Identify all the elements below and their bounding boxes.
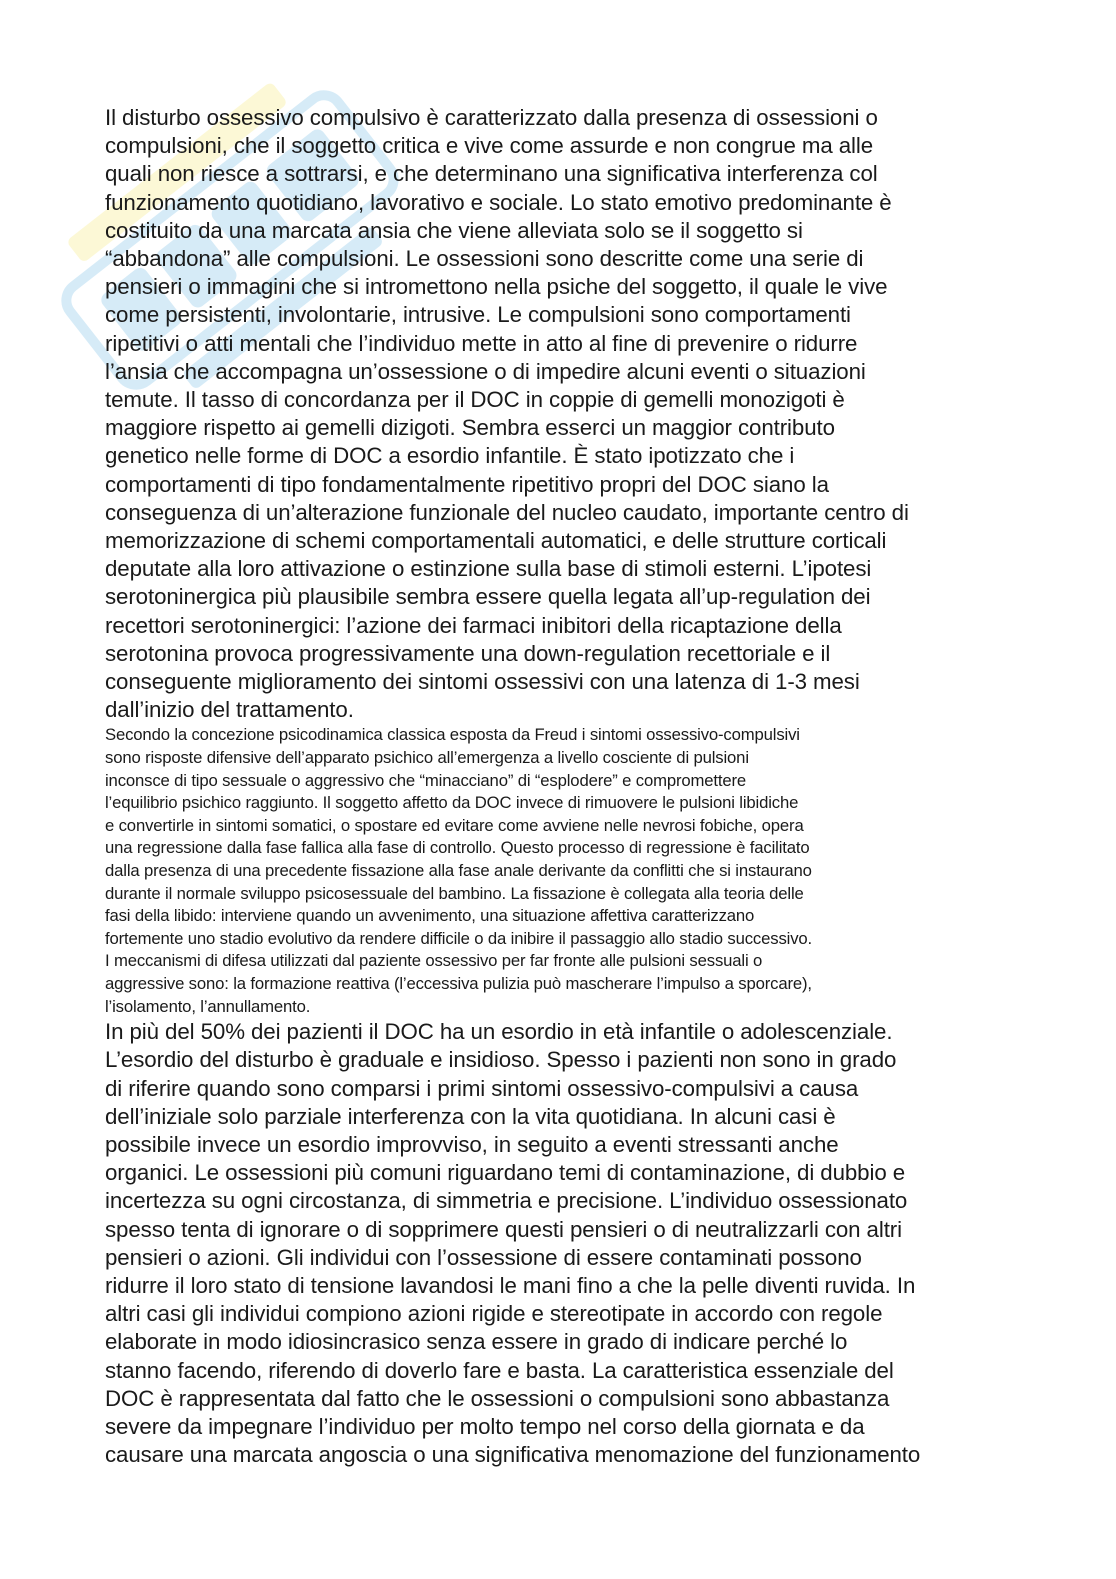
text-line: maggiore rispetto ai gemelli dizigoti. Sembra esserci un maggior contributo xyxy=(105,415,835,441)
text-line: temute. Il tasso di concordanza per il DOC in coppie di gemelli monozigoti è xyxy=(105,387,845,413)
text-line: ridurre il loro stato di tensione lavandosi le mani fino a che la pelle diventi ruvida. In xyxy=(105,1273,916,1299)
text-line: organici. Le ossessioni più comuni riguardano temi di contaminazione, di dubbio e xyxy=(105,1160,906,1186)
document-page xyxy=(105,104,1025,1469)
text-line: spesso tenta di ignorare o di sopprimere questi pensieri o di neutralizzarli con altri xyxy=(105,1216,902,1242)
text-line: funzionamento quotidiano, lavorativo e sociale. Lo stato emotivo predominante è xyxy=(105,189,892,215)
text-line: serotonina provoca progressivamente una down-regulation recettoriale e il xyxy=(105,640,831,666)
text-line: comportamenti di tipo fondamentalmente ripetitivo propri del DOC siano la xyxy=(105,471,829,497)
text-line: una regressione dalla fase fallica alla fase di controllo. Questo processo di regressione è facilitato xyxy=(105,838,810,858)
text-line: causare una marcata angoscia o una significativa menomazione del funzionamento xyxy=(105,1442,921,1468)
text-line: I meccanismi di difesa utilizzati dal paziente ossessivo per far fronte alle pulsioni sessuali o xyxy=(105,951,763,971)
text-line: quali non riesce a sottrarsi, e che determinano una significativa interferenza col xyxy=(105,161,878,187)
text-line: costituito da una marcata ansia che viene alleviata solo se il soggetto si xyxy=(105,217,803,243)
text-line: pensieri o immagini che si intromettono nella psiche del soggetto, il quale le vive xyxy=(105,274,888,300)
text-line: incertezza su ogni circostanza, di simmetria e precisione. L’individuo ossessionato xyxy=(105,1188,908,1214)
text-line: altri casi gli individui compiono azioni rigide e stereotipate in accordo con regole xyxy=(105,1301,883,1327)
paragraph-intro xyxy=(105,104,1025,724)
text-line: serotoninergica più plausibile sembra essere quella legata all’up-regulation dei xyxy=(105,584,871,610)
text-line: dell’iniziale solo parziale interferenza con la vita quotidiana. In alcuni casi è xyxy=(105,1103,836,1129)
text-line: aggressive sono: la formazione reattiva (l’eccessiva pulizia può mascherare l’impulso a sporcare), xyxy=(105,974,812,993)
text-line: conseguenza di un’alterazione funzionale del nucleo caudato, importante centro di xyxy=(105,499,909,525)
text-line: recettori serotoninergici: l’azione dei farmaci inibitori della ricaptazione della xyxy=(105,612,842,638)
text-line: Il disturbo ossessivo compulsivo è caratterizzato dalla presenza di ossessioni o xyxy=(105,105,878,130)
paragraph-psychodynamic xyxy=(105,724,1025,1018)
text-line: elaborate in modo idiosincrasico senza essere in grado di indicare perché lo xyxy=(105,1329,848,1355)
text-line: e convertirle in sintomi somatici, o spostare ed evitare come avviene nelle nevrosi fobiche, opera xyxy=(105,815,804,835)
text-line: compulsioni, che il soggetto critica e vive come assurde e non congrue ma alle xyxy=(105,133,874,159)
text-line: sono risposte difensive dell’apparato psichico all’emergenza a livello cosciente di pulsioni xyxy=(105,748,749,768)
paragraph-onset xyxy=(105,1018,1025,1469)
text-line: l’ansia che accompagna un’ossessione o di impedire alcuni eventi o situazioni xyxy=(105,358,866,384)
text-line: fasi della libido: interviene quando un avvenimento, una situazione affettiva caratterizzano xyxy=(105,906,755,926)
text-line: durante il normale sviluppo psicosessuale del bambino. La fissazione è collegata alla teoria delle xyxy=(105,883,804,903)
text-line: ripetitivi o atti mentali che l’individuo mette in atto al fine di prevenire o ridurre xyxy=(105,330,858,356)
text-line: l’isolamento, l’annullamento. xyxy=(105,996,311,1016)
text-line: DOC è rappresentata dal fatto che le ossessioni o compulsioni sono abbastanza xyxy=(105,1385,890,1411)
text-line: inconsce di tipo sessuale o aggressivo che “minacciano” di “esplodere” e compromettere xyxy=(105,770,747,790)
text-line: come persistenti, involontarie, intrusive. Le compulsioni sono comportamenti xyxy=(105,302,851,328)
text-line: genetico nelle forme di DOC a esordio infantile. È stato ipotizzato che i xyxy=(105,443,795,469)
text-line: dalla presenza di una precedente fissazione alla fase anale derivante da conflitti che si instaurano xyxy=(105,861,812,881)
text-line: In più del 50% dei pazienti il DOC ha un esordio in età infantile o adolescenziale. xyxy=(105,1019,893,1045)
text-line: stanno facendo, riferendo di doverlo fare e basta. La caratteristica essenziale del xyxy=(105,1357,894,1383)
text-line: fortemente uno stadio evolutivo da rendere difficile o da inibire il passaggio allo stadio successivo. xyxy=(105,928,813,948)
text-line: deputate alla loro attivazione o estinzione sulla base di stimoli esterni. L’ipotesi xyxy=(105,556,872,582)
text-line: Secondo la concezione psicodinamica classica esposta da Freud i sintomi ossessivo-compulsivi xyxy=(105,725,800,745)
text-line: “abbandona” alle compulsioni. Le ossessioni sono descritte come una serie di xyxy=(105,246,864,272)
text-line: di riferire quando sono comparsi i primi sintomi ossessivo-compulsivi a causa xyxy=(105,1075,859,1101)
text-line: conseguente miglioramento dei sintomi ossessivi con una latenza di 1-3 mesi xyxy=(105,669,860,695)
text-line: possibile invece un esordio improvviso, in seguito a eventi stressanti anche xyxy=(105,1132,839,1157)
text-line: L’esordio del disturbo è graduale e insidioso. Spesso i pazienti non sono in grado xyxy=(105,1047,897,1073)
text-line: memorizzazione di schemi comportamentali automatici, e delle strutture corticali xyxy=(105,528,887,554)
text-line: l’equilibrio psichico raggiunto. Il soggetto affetto da DOC invece di rimuovere le pulsioni libidiche xyxy=(105,793,799,813)
text-line: severe da impegnare l’individuo per molto tempo nel corso della giornata e da xyxy=(105,1414,865,1440)
text-line: dall’inizio del trattamento. xyxy=(105,697,354,723)
text-line: pensieri o azioni. Gli individui con l’ossessione di essere contaminati possono xyxy=(105,1244,862,1270)
